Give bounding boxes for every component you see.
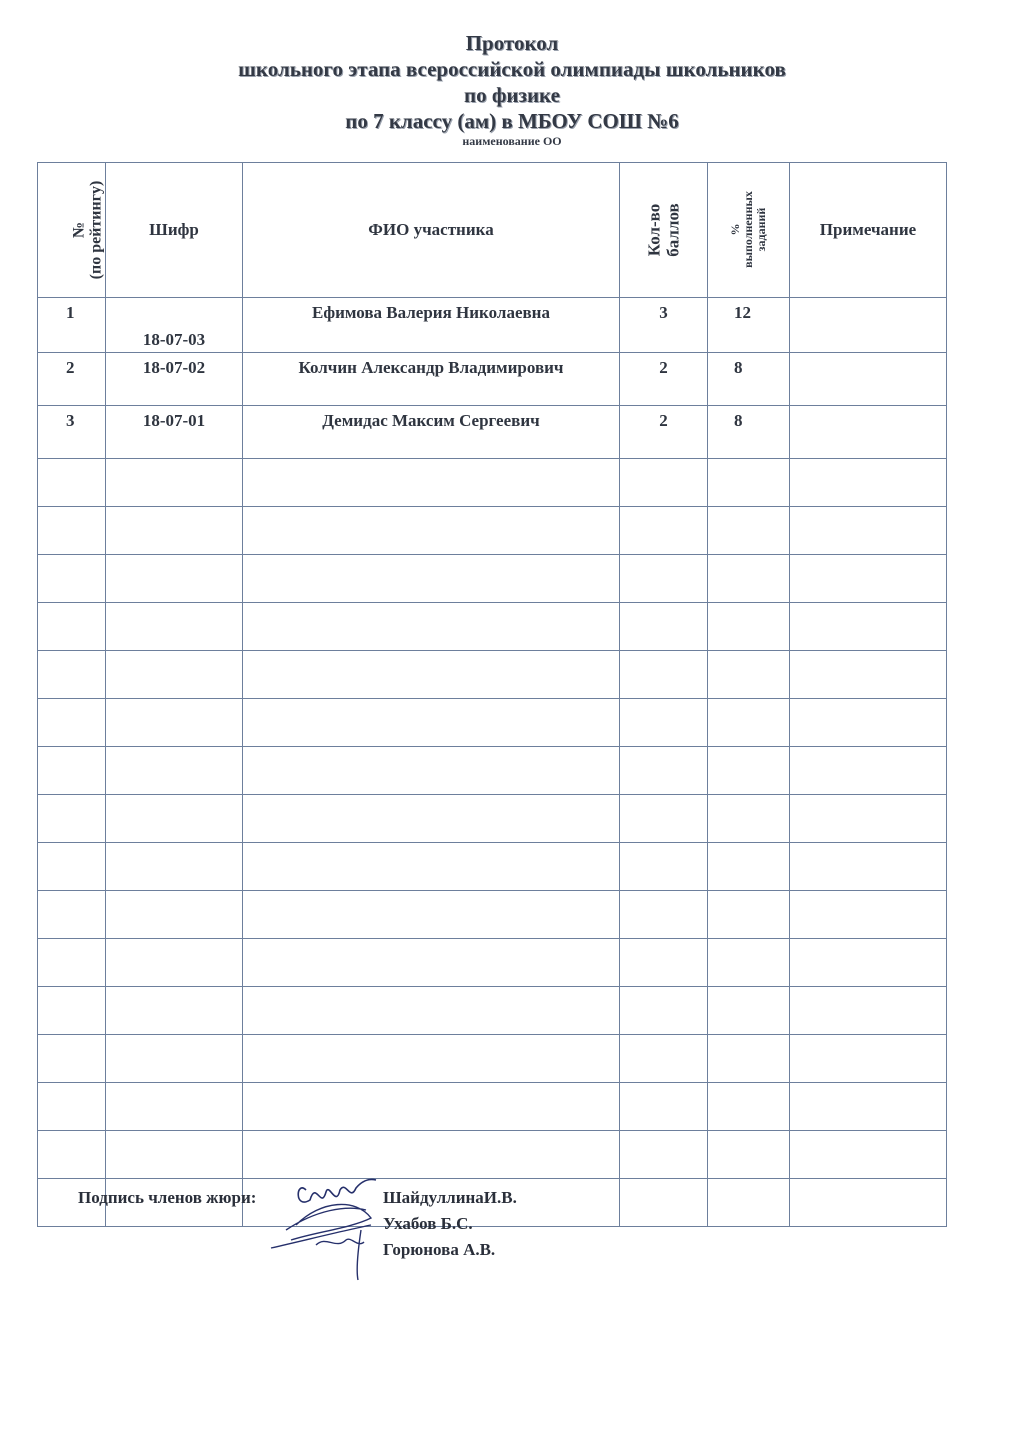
handwritten-signature xyxy=(266,1170,386,1290)
empty-row xyxy=(38,987,947,1035)
cell-name: Колчин Александр Владимирович xyxy=(243,353,620,406)
header-percent: % выполненных заданий xyxy=(708,163,790,298)
jury-members xyxy=(383,1185,517,1263)
jury-member: Горюнова А.В. xyxy=(383,1240,496,1259)
cell-num: 2 xyxy=(38,353,106,406)
signature-label: Подпись членов жюри: xyxy=(78,1188,257,1207)
cell-points: 2 xyxy=(620,406,708,459)
header-code: Шифр xyxy=(106,163,243,298)
empty-row xyxy=(38,459,947,507)
cell-percent: 8 xyxy=(708,406,790,459)
table-header-row xyxy=(38,163,947,298)
empty-row xyxy=(38,1131,947,1179)
cell-name: Ефимова Валерия Николаевна xyxy=(243,298,620,353)
empty-row xyxy=(38,1035,947,1083)
cell-note xyxy=(790,298,947,353)
empty-row xyxy=(38,699,947,747)
cell-code: 18-07-01 xyxy=(106,406,243,459)
table-row xyxy=(38,353,947,406)
results-table xyxy=(37,162,947,1227)
empty-row xyxy=(38,795,947,843)
cell-code: 18-07-02 xyxy=(106,353,243,406)
cell-percent: 12 xyxy=(708,298,790,353)
cell-note xyxy=(790,353,947,406)
empty-row xyxy=(38,651,947,699)
empty-row xyxy=(38,507,947,555)
jury-member: Ухабов Б.С. xyxy=(383,1214,473,1233)
empty-row xyxy=(38,555,947,603)
cell-name: Демидас Максим Сергеевич xyxy=(243,406,620,459)
stage-line: школьного этапа всероссийской олимпиады школьников xyxy=(238,57,786,81)
table-row xyxy=(38,298,947,353)
cell-num: 1 xyxy=(38,298,106,353)
header-num: № (по рейтингу) xyxy=(38,163,106,298)
document-header xyxy=(0,30,1024,148)
organization-caption: наименование ОО xyxy=(462,134,562,148)
empty-row xyxy=(38,603,947,651)
empty-row xyxy=(38,747,947,795)
empty-row xyxy=(38,891,947,939)
document-title: Протокол xyxy=(465,31,559,55)
empty-row xyxy=(38,1083,947,1131)
header-points: Кол-во баллов xyxy=(620,163,708,298)
cell-num: 3 xyxy=(38,406,106,459)
table-row xyxy=(38,406,947,459)
cell-points: 2 xyxy=(620,353,708,406)
class-line: по 7 классу (ам) в МБОУ СОШ №6 xyxy=(345,109,679,133)
cell-percent: 8 xyxy=(708,353,790,406)
empty-row xyxy=(38,939,947,987)
cell-points: 3 xyxy=(620,298,708,353)
cell-code: 18-07-03 xyxy=(106,298,243,353)
jury-member: ШайдуллинаИ.В. xyxy=(383,1188,517,1207)
empty-row xyxy=(38,843,947,891)
header-name: ФИО участника xyxy=(243,163,620,298)
header-note: Примечание xyxy=(790,163,947,298)
subject-line: по физике xyxy=(464,83,560,107)
cell-note xyxy=(790,406,947,459)
